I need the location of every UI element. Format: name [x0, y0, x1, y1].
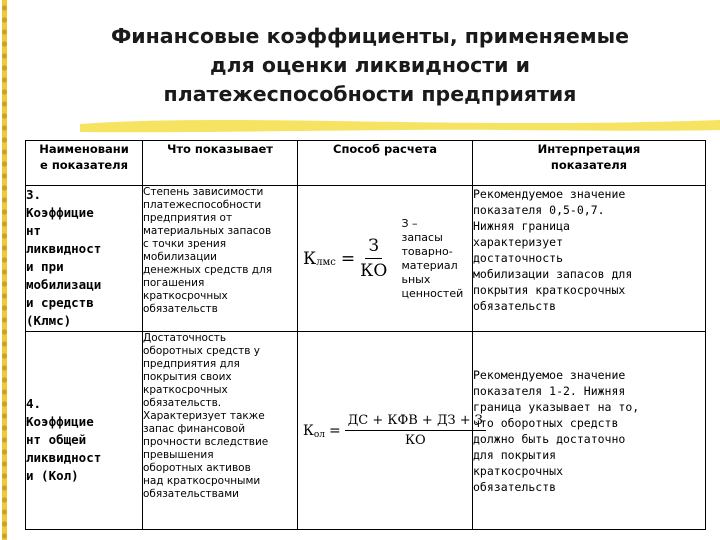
title-underline-brush: [80, 114, 720, 136]
row2-formula-denominator: КО: [404, 433, 426, 448]
row1-formula-sub: лмс: [316, 257, 336, 268]
ring-dot: [2, 473, 7, 478]
ring-dot: [2, 521, 7, 526]
row1-name: 3. Коэффицие нт ликвидност и при мобилизаци и средств (Клмс): [26, 186, 143, 332]
ring-dot: [2, 449, 7, 454]
ring-dot: [2, 305, 7, 310]
ring-dot: [2, 293, 7, 298]
ring-dot: [2, 101, 7, 106]
table-row: [26, 186, 706, 332]
title-line-2: для оценки ликвидности и: [210, 53, 530, 77]
ring-dot: [2, 53, 7, 58]
header-shows: [143, 141, 298, 186]
ring-dot: [2, 509, 7, 514]
row2-formula-sub: ол: [313, 429, 325, 440]
row2-formula-fraction: [345, 413, 486, 448]
title-line-3: платежеспособности предприятия: [163, 82, 577, 106]
row1-formula-denominator: КО: [360, 261, 388, 281]
row1-formula-lhs: К: [303, 248, 317, 269]
ring-dot: [2, 353, 7, 358]
ring-dot: [2, 425, 7, 430]
ring-dot: [2, 209, 7, 214]
row2-formula-equals: =: [328, 422, 341, 439]
ring-dot: [2, 41, 7, 46]
ring-dot: [2, 365, 7, 370]
ratios-table: [25, 140, 706, 530]
ring-dot: [2, 341, 7, 346]
row2-shows: Достаточность оборотных средств у предприятия для покрытия своих краткосрочных обязательств. Характеризует также запас финансовой прочности вследствие превышения оборотных активов над краткосрочными обязательствами: [143, 332, 298, 530]
row2-formula-numerator: ДС + КФВ + ДЗ + З: [345, 413, 486, 431]
row2-interpretation: Рекомендуемое значение показателя 1-2. Нижняя граница указывает на то, что оборотных средств должно быть достаточно для покрытия краткосрочных обязательств: [473, 332, 706, 530]
ring-dot: [2, 533, 7, 538]
ring-dot: [2, 137, 7, 142]
header-method: [298, 141, 473, 186]
ring-dot: [2, 389, 7, 394]
ring-dot: [2, 413, 7, 418]
ring-dot: [2, 113, 7, 118]
ring-dot: [2, 245, 7, 250]
row1-formula-cell: [298, 186, 398, 332]
ring-dot: [2, 377, 7, 382]
ring-dot: [2, 437, 7, 442]
ring-dot: [2, 485, 7, 490]
ring-dot: [2, 281, 7, 286]
row1-shows: Степень зависимости платежеспособности предприятия от материальных запасов с точки зрения мобилизации денежных средств для погашения краткосрочных обязательств: [143, 186, 298, 332]
ring-dot: [2, 89, 7, 94]
row1-formula-fraction: [360, 236, 387, 281]
title-line-1: Финансовые коэффициенты, применяемые: [110, 24, 630, 48]
row1-formula-numerator: З: [365, 236, 382, 259]
table-header-row: [26, 141, 706, 186]
ring-dot: [2, 233, 7, 238]
header-name: [26, 141, 143, 186]
ring-dot: [2, 185, 7, 190]
binder-ring-decoration: [0, 0, 20, 540]
row1-note-cell: [398, 186, 473, 332]
ring-dot: [2, 161, 7, 166]
ring-dot: [2, 197, 7, 202]
ring-dot: [2, 461, 7, 466]
header-shows-label: Что показывает: [167, 142, 273, 156]
ring-dot: [2, 77, 7, 82]
page-title: [40, 22, 700, 109]
table-row: [26, 332, 706, 530]
brush-stroke: [80, 120, 720, 132]
row1-interpretation: Рекомендуемое значение показателя 0,5-0,7. Нижняя граница характеризует достаточность мобилизации запасов для покрытия краткосрочных обязательств: [473, 186, 706, 332]
ring-dot: [2, 17, 7, 22]
ring-dot: [2, 329, 7, 334]
header-interpretation-label: Интерпретация показателя: [537, 142, 641, 172]
ring-dot: [2, 29, 7, 34]
ring-dot: [2, 317, 7, 322]
row2-name: [26, 332, 143, 530]
ring-dot: [2, 65, 7, 70]
row2-formula: [298, 413, 483, 448]
row1-formula-equals: =: [340, 248, 356, 269]
row1-note: З – запасы товарно- материал ьных ценностей: [401, 216, 464, 300]
row1-formula: [298, 236, 398, 281]
header-interpretation: [473, 141, 706, 186]
ring-dot: [2, 149, 7, 154]
ring-dot: [2, 269, 7, 274]
row2-formula-cell: [298, 332, 483, 530]
row2-name-text: 4. Коэффицие нт общей ликвидност и (Кол): [26, 395, 102, 483]
ring-dot: [2, 257, 7, 262]
header-name-label: Наименовани е показателя: [39, 142, 129, 172]
ring-dot: [2, 221, 7, 226]
ring-dot: [2, 173, 7, 178]
row2-formula-lhs: К: [303, 422, 314, 439]
ring-dot: [2, 125, 7, 130]
ring-dot: [2, 497, 7, 502]
header-method-label: Способ расчета: [333, 142, 437, 156]
ring-dot: [2, 401, 7, 406]
ring-dot: [2, 5, 7, 10]
